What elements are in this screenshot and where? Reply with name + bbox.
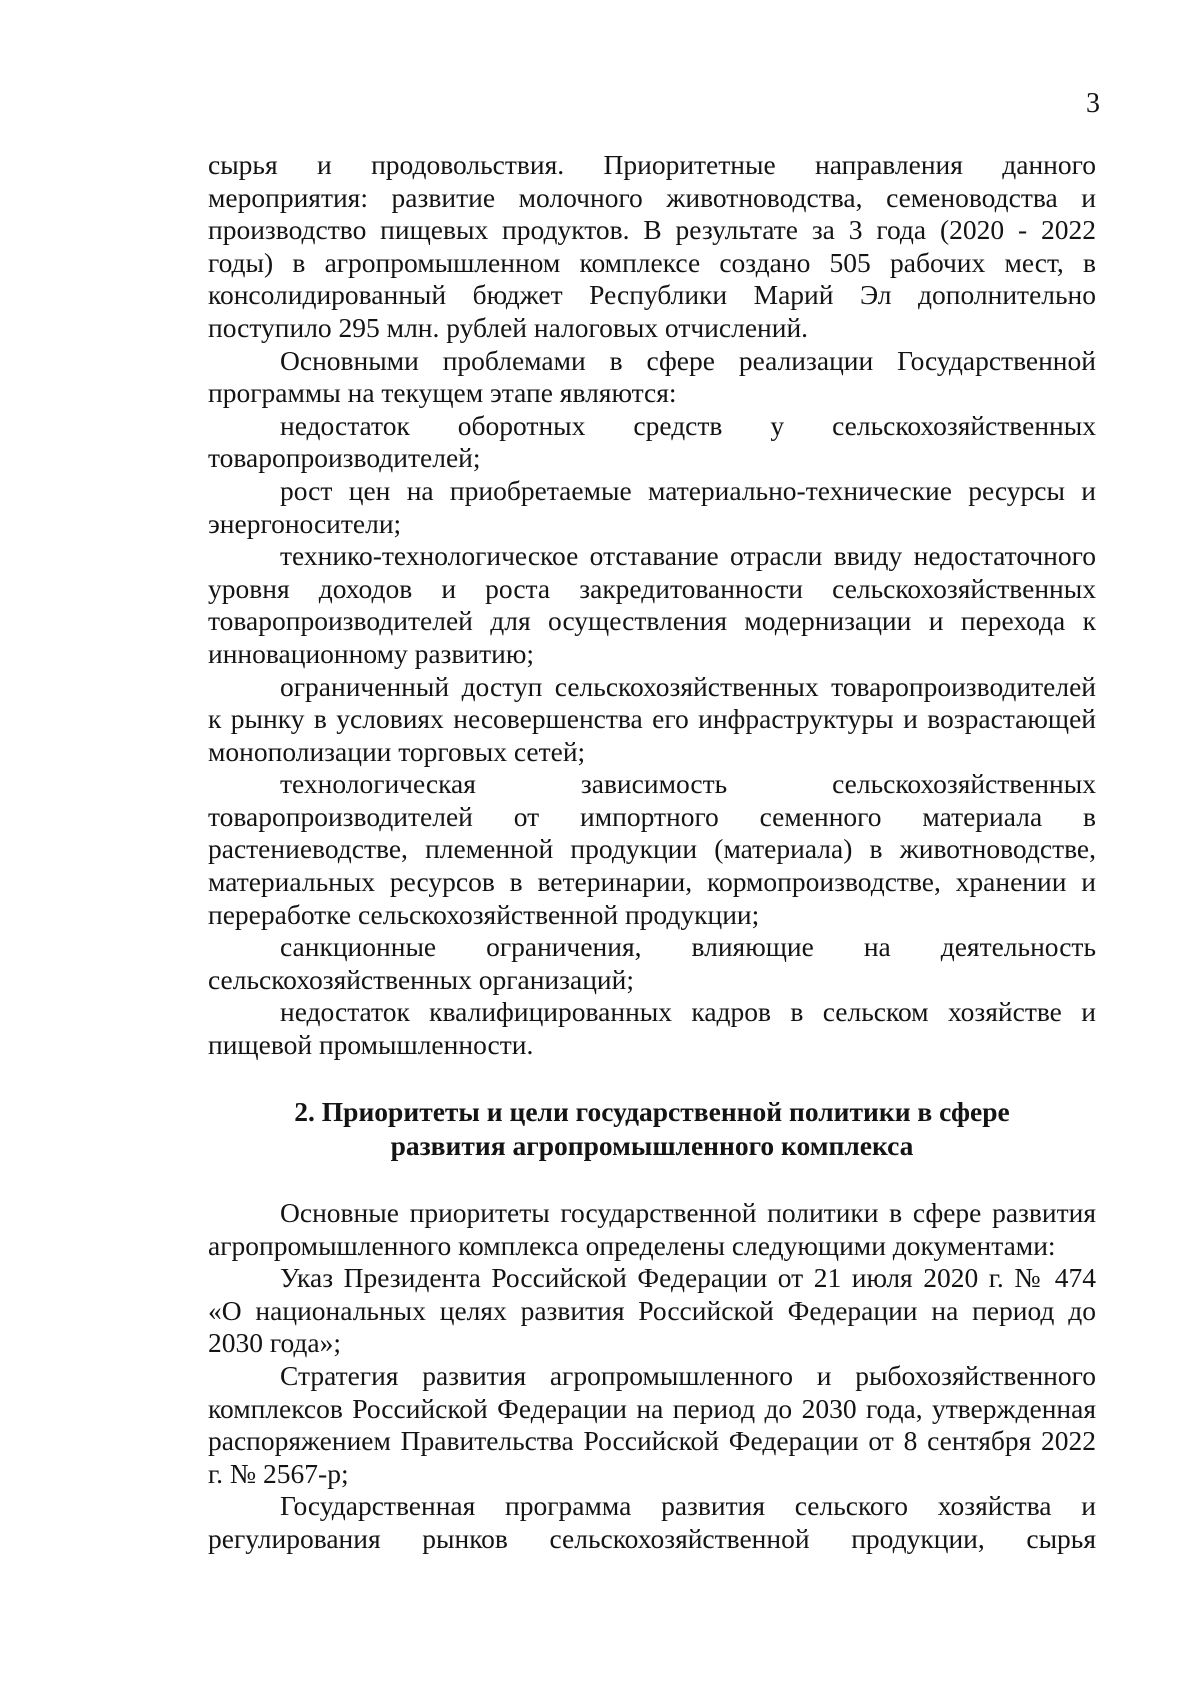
page-number: 3	[1086, 88, 1100, 119]
list-item: Указ Президента Российской Федерации от 21 июля 2020 г. № 474 «О национальных целях развития Российской Федерации на период до 2030 года»;	[208, 1262, 1096, 1359]
section-heading-line-2: развития агропромышленного комплекса	[390, 1130, 914, 1161]
body-text-bottom	[208, 1197, 1096, 1556]
list-item: Стратегия развития агропромышленного и рыбохозяйственного комплексов Российской Федерации на период до 2030 года, утвержденная распоряжением Правительства Российской Федерации от 8 сентября 2022 г. № 2567-р;	[208, 1359, 1096, 1489]
list-item: технологическая зависимость сельскохозяйственных товаропроизводителей от импортного семенного материала в растениеводстве, племенной продукции (материала) в животноводстве, материальных ресурсов в ветеринарии, кормопроизводстве, хранении и переработке сельскохозяйственной продукции;	[208, 768, 1096, 930]
paragraph: Основные приоритеты государственной политики в сфере развития агропромышленного комплекса определены следующими документами:	[208, 1197, 1096, 1261]
list-item: недостаток оборотных средств у сельскохозяйственных товаропроизводителей;	[208, 409, 1096, 474]
body-text-top	[208, 149, 1096, 1062]
paragraph: сырья и продовольствия. Приоритетные направления данного мероприятия: развитие молочного животноводства, семеноводства и производство пищевых продуктов. В результате за 3 года (2020 - 2022 годы) в агропромышленном комплексе создано 505 рабочих мест, в консолидированный бюджет Республики Марий Эл дополнительно поступило 295 млн. рублей налоговых отчислений.	[208, 149, 1096, 343]
list-item: Государственная программа развития сельского хозяйства и регулирования рынков сельскохозяйственной продукции, сырья	[208, 1490, 1096, 1554]
list-item: недостаток квалифицированных кадров в сельском хозяйстве и пищевой промышленности.	[208, 996, 1096, 1061]
paragraph: Основными проблемами в сфере реализации Государственной программы на текущем этапе являются:	[208, 344, 1096, 409]
list-item: ограниченный доступ сельскохозяйственных товаропроизводителей к рынку в условиях несовершенства его инфраструктуры и возрастающей монополизации торговых сетей;	[208, 670, 1096, 767]
section-heading	[208, 1095, 1096, 1163]
list-item: технико-технологическое отставание отрасли ввиду недостаточного уровня доходов и роста закредитованности сельскохозяйственных товаропроизводителей для осуществления модернизации и перехода к инновационному развитию;	[208, 540, 1096, 669]
section-heading-line-1: 2. Приоритеты и цели государственной политики в сфере	[294, 1096, 1010, 1127]
list-item: рост цен на приобретаемые материально-технические ресурсы и энергоносители;	[208, 474, 1096, 539]
list-item: санкционные ограничения, влияющие на деятельность сельскохозяйственных организаций;	[208, 931, 1096, 995]
